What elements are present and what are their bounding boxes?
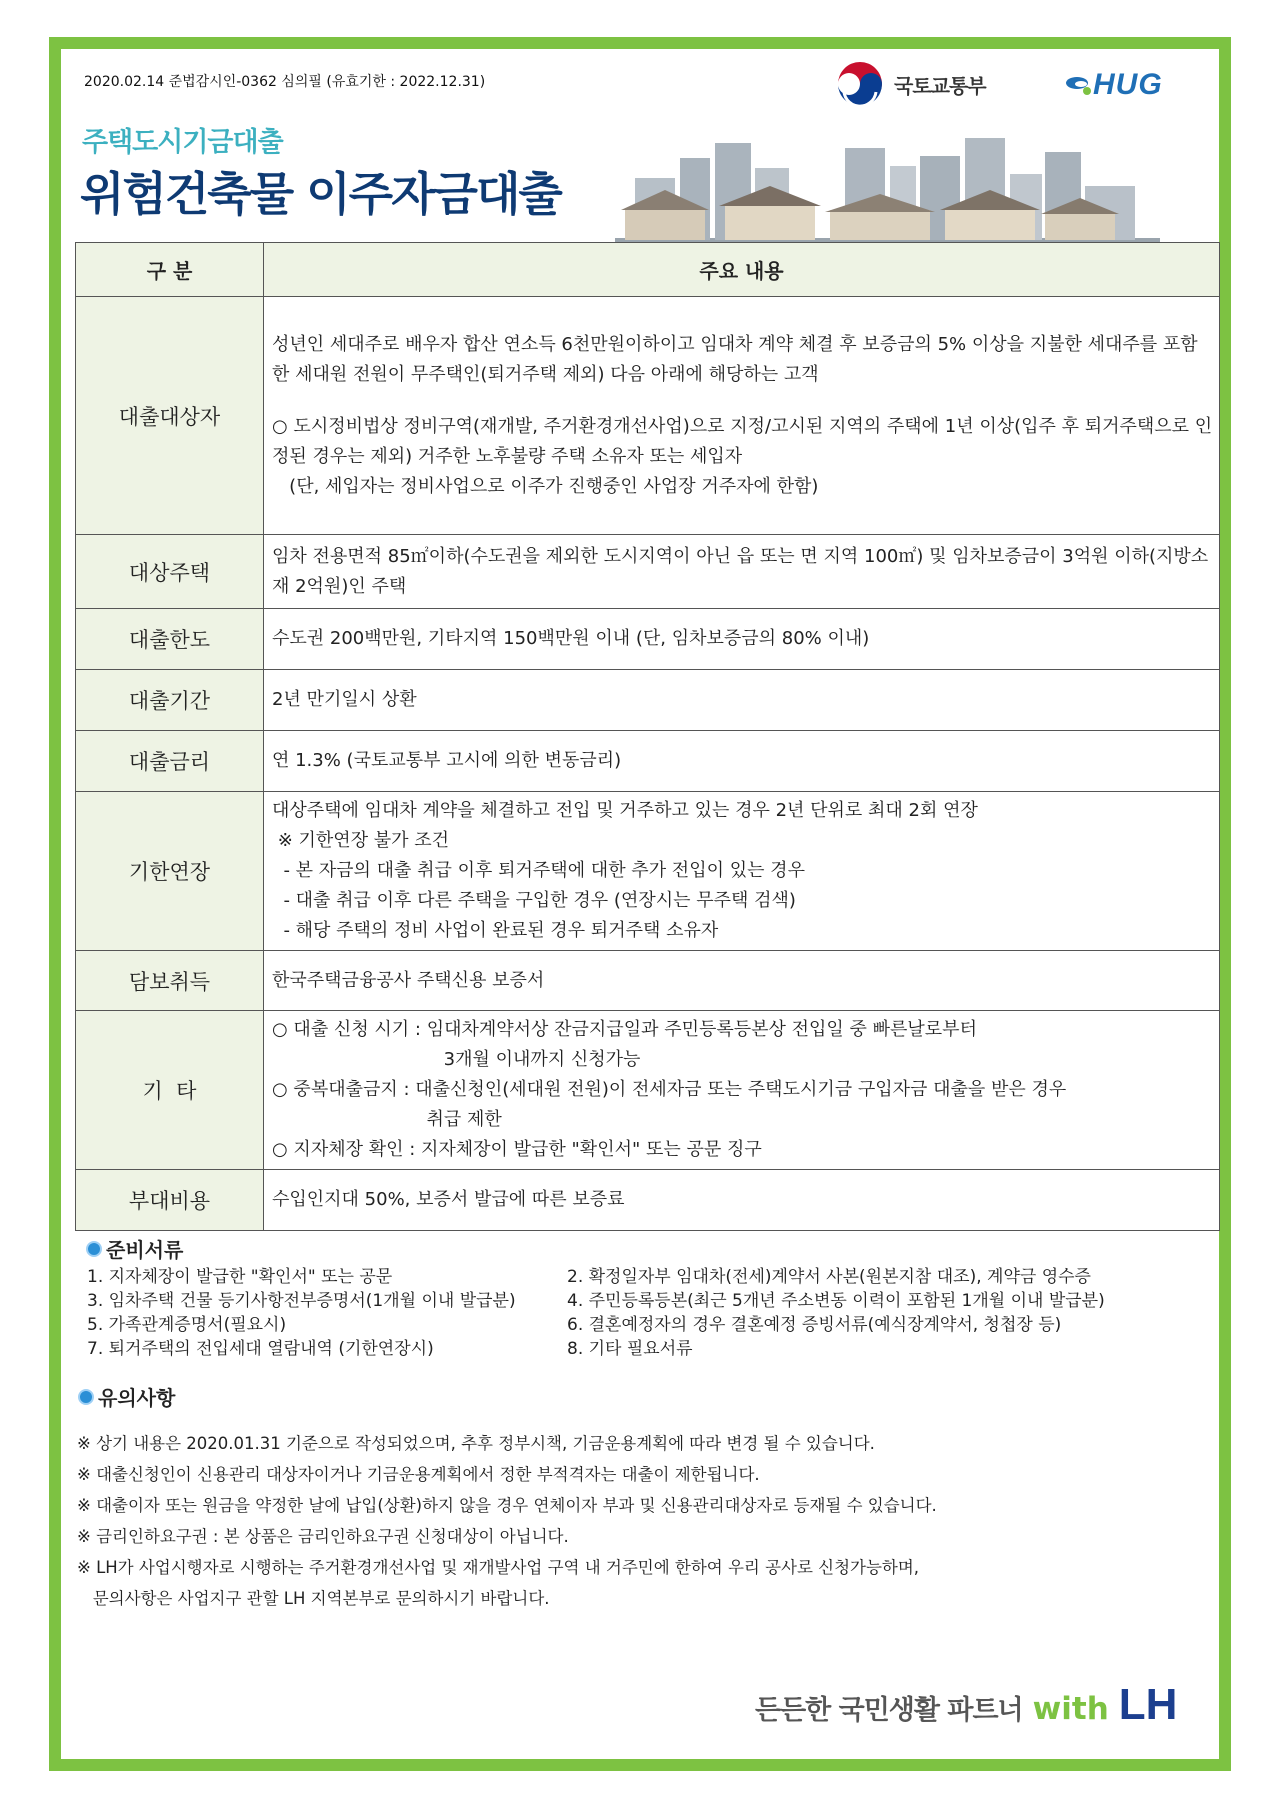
row-label: 기 타 [76,1011,264,1170]
content-line: 한국주택금융공사 주택신용 보증서 [272,969,545,991]
row-content [264,609,1220,670]
list-item: 2. 확정일자부 임대차(전세)계약서 사본(원본지참 대조), 계약금 영수증 [567,1267,1091,1287]
list-item: ※ 금리인하요구권 : 본 상품은 금리인하요구권 신청대상이 아닙니다. [77,1527,569,1546]
content-line: 수도권 200백만원, 기타지역 150백만원 이내 (단, 임차보증금의 80% 이내) [272,628,870,649]
row-label: 대출한도 [76,609,264,670]
list-item: 문의사항은 사업지구 관할 LH 지역본부로 문의하시기 바랍니다. [77,1589,550,1608]
row-content [264,670,1220,731]
loan-terms-table [75,242,1220,1231]
list-item: ※ 대출신청인이 신용관리 대상자이거나 기금운용계획에서 정한 부적격자는 대출이 제한됩니다. [77,1465,760,1484]
documents-list [87,1265,1197,1361]
notes-heading [78,1382,175,1411]
row-label: 부대비용 [76,1170,264,1231]
content-line: - 본 자금의 대출 취급 이후 퇴거주택에 대한 추가 전입이 있는 경우 [272,860,805,881]
content-line: ○ 도시정비법상 정비구역(재개발, 주거환경개선사업)으로 지정/고시된 지역의 주택에 1년 이상(입주 후 퇴거주택으로 인정된 경우는 제외) 거주한 노후불량 주택 소유자 또는 세입자 [272,415,1213,467]
list-item: 1. 지자체장이 발급한 "확인서" 또는 공문 [87,1267,393,1287]
row-target-house [76,535,1220,609]
row-content [264,1170,1220,1231]
row-label: 대출대상자 [76,297,264,535]
notes-title: 유의사항 [98,1386,176,1410]
row-content [264,792,1220,951]
list-item: 5. 가족관계증명서(필요시) [87,1315,287,1335]
content-line: ○ 중복대출금지 : 대출신청인(세대원 전원)이 전세자금 또는 주택도시기금 구입자금 대출을 받은 경우 [272,1079,1067,1100]
city-skyline-illustration [615,138,1160,244]
documents-heading [86,1234,183,1263]
content-line: - 대출 취급 이후 다른 주택을 구입한 경우 (연장시는 무주택 검색) [272,890,796,911]
molit-name: 국토교통부 [894,73,986,98]
list-item: 7. 퇴거주택의 전입세대 열람내역 (기한연장시) [87,1339,434,1359]
hug-logo [1065,68,1163,102]
content-line: ※ 기한연장 불가 조건 [272,830,450,851]
list-item: ※ LH가 사업시행자로 시행하는 주거환경개선사업 및 재개발사업 구역 내 거주민에 한하여 우리 공사로 신청가능하며, [77,1558,920,1577]
row-content [264,731,1220,792]
content-line [272,390,1213,412]
row-label: 담보취득 [76,951,264,1011]
approval-line: 2020.02.14 준법감시인-0362 심의필 (유효기한 : 2022.12.31) [84,74,486,90]
content-line: ○ 대출 신청 시기 : 임대차계약서상 잔금지급일과 주민등록등본상 전입일 중 빠른날로부터 [272,1019,977,1040]
product-category: 주택도시기금대출 [82,127,283,158]
content-line: 임차 전용면적 85㎡이하(수도권을 제외한 도시지역이 아닌 읍 또는 면 지역 100㎡) 및 임차보증금이 3억원 이하(지방소재 2억원)인 주택 [272,545,1209,597]
table-header-row [76,243,1220,297]
row-content [264,535,1220,609]
lh-logo: LH [1118,1680,1178,1729]
content-line: 연 1.3% (국토교통부 고시에 의한 변동금리) [272,750,622,771]
notes-list [77,1428,937,1614]
row-interest-rate [76,731,1220,792]
page-title: 위험건축물 이주자금대출 [80,167,561,221]
bullet-dot-icon [78,1389,94,1405]
slogan-with: with [1032,1691,1109,1727]
row-eligible-borrower [76,297,1220,535]
row-label: 대상주택 [76,535,264,609]
list-item: ※ 대출이자 또는 원금을 약정한 날에 납입(상환)하지 않을 경우 연체이자 부과 및 신용관리대상자로 등재될 수 있습니다. [77,1496,937,1515]
header-category: 구 분 [76,243,264,297]
content-line: 성년인 세대주로 배우자 합산 연소득 6천만원이하이고 임대차 계약 체결 후 보증금의 5% 이상을 지불한 세대주를 포함한 세대원 전원이 무주택인(퇴거주택 제외) 다음 아래에 해당하는 고객 [272,333,1198,385]
list-item: ※ 상기 내용은 2020.01.31 기준으로 작성되었으며, 추후 정부시책, 기금운용계획에 따라 변경 될 수 있습니다. [77,1434,875,1453]
row-label: 대출금리 [76,731,264,792]
row-content [264,297,1220,535]
footer-slogan [755,1680,1177,1730]
row-collateral [76,951,1220,1011]
molit-logo [834,58,986,110]
documents-title: 준비서류 [106,1238,184,1262]
content-line: 수입인지대 50%, 보증서 발급에 따른 보증료 [272,1189,625,1210]
bullet-dot-icon [86,1241,102,1257]
row-loan-period [76,670,1220,731]
content-line: ○ 지자체장 확인 : 지자체장이 발급한 "확인서" 또는 공문 징구 [272,1139,762,1160]
taegeuk-emblem-icon [834,58,886,110]
hug-name: HUG [1093,68,1163,101]
hug-swoosh-icon [1065,74,1093,96]
list-item: 3. 임차주택 건물 등기사항전부증명서(1개월 이내 발급분) [87,1291,516,1311]
list-item: 6. 결혼예정자의 경우 결혼예정 증빙서류(예식장계약서, 청첩장 등) [567,1315,1062,1335]
list-item: 4. 주민등록등본(최근 5개년 주소변동 이력이 포함된 1개월 이내 발급분) [567,1291,1105,1311]
row-extension [76,792,1220,951]
content-line: 3개월 이내까지 신청가능 [272,1049,641,1070]
content-line: - 해당 주택의 정비 사업이 완료된 경우 퇴거주택 소유자 [272,920,719,941]
row-content [264,1011,1220,1170]
content-line: (단, 세입자는 정비사업으로 이주가 진행중인 사업장 거주자에 한함) [272,475,819,497]
list-item: 8. 기타 필요서류 [567,1339,693,1359]
row-content [264,951,1220,1011]
row-etc [76,1011,1220,1170]
content-line: 취급 제한 [272,1109,502,1130]
content-line: 대상주택에 임대차 계약을 체결하고 전입 및 거주하고 있는 경우 2년 단위로 최대 2회 연장 [272,800,978,821]
row-extra-costs [76,1170,1220,1231]
row-label: 대출기간 [76,670,264,731]
header-content: 주요 내용 [264,243,1220,297]
content-line: 2년 만기일시 상환 [272,689,417,710]
row-label: 기한연장 [76,792,264,951]
row-loan-limit [76,609,1220,670]
slogan-text: 든든한 국민생활 파트너 [755,1695,1023,1726]
